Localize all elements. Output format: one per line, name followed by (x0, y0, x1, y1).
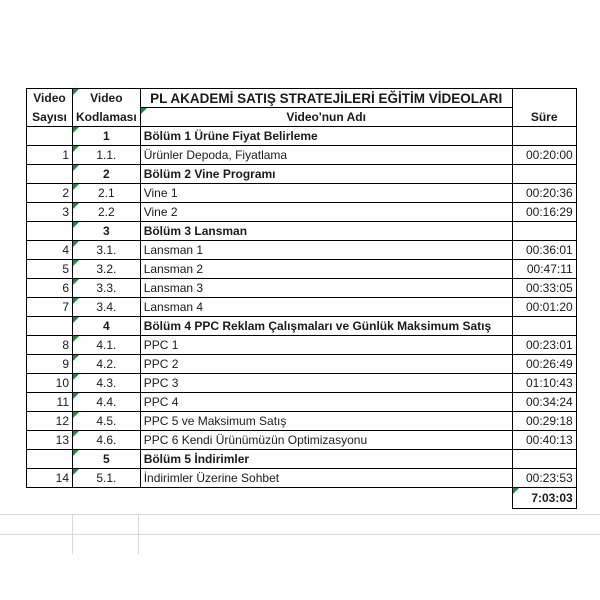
header-duration-blank (512, 89, 576, 108)
error-indicator-icon (73, 127, 79, 133)
video-row (27, 431, 577, 450)
video-code-cell: 4.1. (73, 336, 141, 355)
section-title-cell: Bölüm 3 Lansman (140, 222, 512, 241)
duration-cell (512, 317, 576, 336)
video-code-cell: 4.6. (73, 431, 141, 450)
section-title-cell: Bölüm 5 İndirimler (140, 450, 512, 469)
duration-cell: 00:34:24 (512, 393, 576, 412)
video-code-cell: 3.1. (73, 241, 141, 260)
video-number-cell: 14 (27, 469, 73, 488)
video-row (27, 260, 577, 279)
video-name-cell: PPC 6 Kendi Ürünümüzün Optimizasyonu (140, 431, 512, 450)
video-code-cell: 4.5. (73, 412, 141, 431)
error-indicator-icon (73, 412, 79, 418)
video-name-cell: Lansman 2 (140, 260, 512, 279)
error-indicator-icon (141, 108, 147, 114)
video-number-cell (27, 222, 73, 241)
video-number-cell: 8 (27, 336, 73, 355)
video-code-cell: 2.2 (73, 203, 141, 222)
video-row (27, 184, 577, 203)
video-name-cell: İndirimler Üzerine Sohbet (140, 469, 512, 488)
duration-cell: 00:20:36 (512, 184, 576, 203)
video-number-cell: 6 (27, 279, 73, 298)
video-number-cell (27, 165, 73, 184)
error-indicator-icon (73, 374, 79, 380)
duration-cell: 00:23:53 (512, 469, 576, 488)
duration-cell: 00:29:18 (512, 412, 576, 431)
video-number-cell: 3 (27, 203, 73, 222)
duration-cell (512, 450, 576, 469)
video-row (27, 412, 577, 431)
video-row (27, 469, 577, 488)
empty-cell (27, 488, 73, 509)
section-row (27, 450, 577, 469)
video-number-cell: 9 (27, 355, 73, 374)
video-number-cell: 2 (27, 184, 73, 203)
video-code-cell: 2.1 (73, 184, 141, 203)
video-name-cell: Lansman 1 (140, 241, 512, 260)
video-number-cell (27, 450, 73, 469)
video-name-cell: PPC 5 ve Maksimum Satış (140, 412, 512, 431)
empty-cell (140, 488, 512, 509)
video-name-cell: Vine 1 (140, 184, 512, 203)
table-title: PL AKADEMİ SATIŞ STRATEJİLERİ EĞİTİM VİDEOLARI (140, 89, 512, 108)
spreadsheet (26, 88, 577, 509)
video-number-cell: 7 (27, 298, 73, 317)
video-code-cell: 1 (73, 127, 141, 146)
video-code-cell: 4 (73, 317, 141, 336)
error-indicator-icon (73, 89, 79, 95)
header-video-name: Video'nun Adı (140, 108, 512, 127)
duration-cell: 00:47:11 (512, 260, 576, 279)
error-indicator-icon (73, 336, 79, 342)
video-code-cell: 1.1. (73, 146, 141, 165)
section-title-cell: Bölüm 4 PPC Reklam Çalışmaları ve Günlük Maksimum Satış (140, 317, 512, 336)
video-table (26, 88, 577, 509)
error-indicator-icon (73, 450, 79, 456)
video-row (27, 146, 577, 165)
video-code-cell: 5 (73, 450, 141, 469)
error-indicator-icon (73, 184, 79, 190)
duration-cell: 00:16:29 (512, 203, 576, 222)
video-number-cell (27, 127, 73, 146)
video-number-cell: 1 (27, 146, 73, 165)
error-indicator-icon (73, 203, 79, 209)
video-name-cell: PPC 2 (140, 355, 512, 374)
video-row (27, 241, 577, 260)
video-name-cell: Lansman 3 (140, 279, 512, 298)
error-indicator-icon (73, 260, 79, 266)
error-indicator-icon (513, 488, 519, 494)
header-row-2 (27, 108, 577, 127)
duration-cell: 00:33:05 (512, 279, 576, 298)
error-indicator-icon (73, 355, 79, 361)
section-row (27, 317, 577, 336)
video-number-cell: 11 (27, 393, 73, 412)
video-code-cell: 3.4. (73, 298, 141, 317)
video-name-cell: Ürünler Depoda, Fiyatlama (140, 146, 512, 165)
duration-cell: 00:40:13 (512, 431, 576, 450)
section-title-cell: Bölüm 2 Vine Programı (140, 165, 512, 184)
error-indicator-icon (73, 279, 79, 285)
duration-cell: 00:36:01 (512, 241, 576, 260)
video-code-cell: 3.2. (73, 260, 141, 279)
total-duration-cell: 7:03:03 (512, 488, 576, 509)
header-duration: Süre (512, 108, 576, 127)
error-indicator-icon (73, 317, 79, 323)
video-row (27, 393, 577, 412)
video-number-cell: 13 (27, 431, 73, 450)
section-title-cell: Bölüm 1 Ürüne Fiyat Belirleme (140, 127, 512, 146)
video-number-cell: 5 (27, 260, 73, 279)
error-indicator-icon (73, 146, 79, 152)
video-number-cell (27, 317, 73, 336)
video-row (27, 203, 577, 222)
video-number-cell: 12 (27, 412, 73, 431)
video-name-cell: PPC 3 (140, 374, 512, 393)
error-indicator-icon (73, 469, 79, 475)
video-code-cell: 5.1. (73, 469, 141, 488)
video-code-cell: 4.2. (73, 355, 141, 374)
video-code-cell: 4.4. (73, 393, 141, 412)
error-indicator-icon (73, 241, 79, 247)
video-code-cell: 3 (73, 222, 141, 241)
duration-cell: 00:26:49 (512, 355, 576, 374)
duration-cell: 01:10:43 (512, 374, 576, 393)
video-number-cell: 10 (27, 374, 73, 393)
error-indicator-icon (73, 298, 79, 304)
error-indicator-icon (73, 431, 79, 437)
duration-cell: 00:23:01 (512, 336, 576, 355)
header-video-no-line2: Sayısı (27, 108, 73, 127)
video-row (27, 279, 577, 298)
video-code-cell: 3.3. (73, 279, 141, 298)
header-video-code-line1: Video (73, 89, 141, 108)
video-row (27, 374, 577, 393)
duration-cell (512, 222, 576, 241)
total-row (27, 488, 577, 509)
duration-cell: 00:01:20 (512, 298, 576, 317)
duration-cell (512, 127, 576, 146)
section-row (27, 127, 577, 146)
video-name-cell: Lansman 4 (140, 298, 512, 317)
duration-cell (512, 165, 576, 184)
video-name-cell: PPC 4 (140, 393, 512, 412)
error-indicator-icon (73, 165, 79, 171)
header-video-code-line2: Kodlaması (73, 108, 141, 127)
video-row (27, 298, 577, 317)
video-code-cell: 4.3. (73, 374, 141, 393)
error-indicator-icon (73, 393, 79, 399)
duration-cell: 00:20:00 (512, 146, 576, 165)
video-number-cell: 4 (27, 241, 73, 260)
header-row-1 (27, 89, 577, 108)
video-row (27, 336, 577, 355)
error-indicator-icon (73, 222, 79, 228)
section-row (27, 165, 577, 184)
empty-cell (73, 488, 141, 509)
video-row (27, 355, 577, 374)
header-video-no-line1: Video (27, 89, 73, 108)
video-name-cell: PPC 1 (140, 336, 512, 355)
section-row (27, 222, 577, 241)
video-code-cell: 2 (73, 165, 141, 184)
video-name-cell: Vine 2 (140, 203, 512, 222)
